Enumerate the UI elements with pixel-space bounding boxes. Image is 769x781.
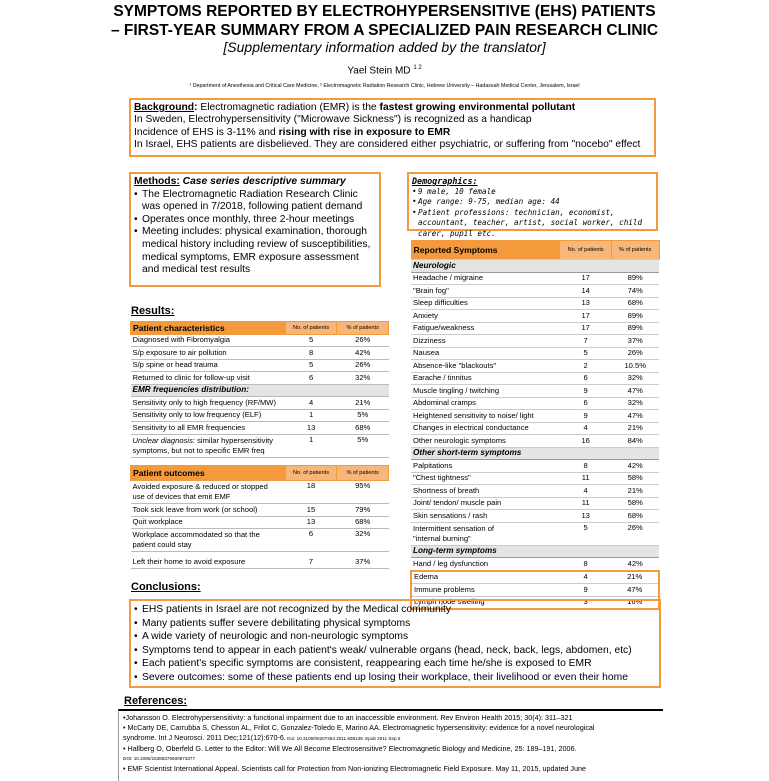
table-row — [411, 372, 659, 385]
section-row — [131, 384, 389, 397]
background-line-2: In Sweden, Electrohypersensitivity ("Microwave Sickness") is recognized as a handicap — [134, 114, 532, 126]
table-row — [131, 504, 389, 517]
row-percent: 26% — [337, 334, 389, 347]
title-line-1: SYMPTOMS REPORTED BY ELECTROHYPERSENSITIVE (EHS) PATIENTS — [113, 3, 656, 20]
row-count: 6 — [560, 397, 612, 410]
row-count: 9 — [560, 385, 612, 398]
section-label: Neurologic — [411, 260, 659, 273]
row-label-line-1: Workplace accommodated so that the — [132, 530, 260, 539]
row-count: 6 — [285, 372, 337, 385]
table-row — [411, 485, 659, 498]
row-percent: 10.5% — [611, 360, 659, 373]
reference-item: •Johansson O. Electrohypersensitivity: a functional impairment due to an inaccessible environment. Rev Environ Health 2015; 30(4): 311–321 — [123, 713, 573, 722]
row-label: Immune problems — [411, 584, 560, 597]
demographics-item: • Age range: 9-75, median age: 44 — [412, 197, 653, 208]
table-row — [411, 322, 659, 335]
table-row — [411, 571, 659, 584]
row-count: 13 — [285, 422, 337, 435]
row-label-line-2: "internal burning" — [413, 533, 471, 543]
row-label: Left their home to avoid exposure — [131, 556, 286, 568]
demographics-label: Demographics: — [412, 176, 478, 186]
row-label: Quit workplace — [131, 516, 286, 529]
author-name: Yael Stein MD — [347, 65, 411, 77]
row-count: 17 — [560, 310, 612, 323]
results-label: Results: — [131, 305, 175, 317]
title-line-2: – FIRST-YEAR SUMMARY FROM A SPECIALIZED PAIN RESEARCH CLINIC — [110, 22, 659, 39]
row-count: 1 — [285, 409, 337, 422]
methods-item: • Meeting includes: physical examination, thorough medical history including review of susceptibilities, medical symptoms, EMR exposure assessment and medical test results — [134, 226, 376, 276]
conclusions-box — [129, 599, 661, 688]
table-row — [411, 435, 659, 448]
methods-box — [129, 172, 381, 287]
row-label-line-2: patient could stay — [132, 540, 192, 549]
table-row — [131, 409, 389, 422]
row-percent: 89% — [611, 272, 659, 285]
conclusion-item: • A wide variety of neurologic and non-neurologic symptoms — [134, 630, 656, 644]
row-percent: 21% — [337, 397, 389, 410]
row-count: 1 — [285, 434, 337, 457]
conclusions-list — [134, 603, 656, 684]
row-label: Shortness of breath — [411, 485, 560, 498]
methods-sublabel: Case series descriptive summary — [182, 176, 346, 187]
row-label: Headache / migraine — [411, 272, 560, 285]
row-percent: 26% — [337, 359, 389, 372]
row-label: Lymph node swelling — [411, 596, 560, 609]
section-row — [411, 447, 659, 460]
reported-symptoms-table — [410, 240, 660, 610]
column-header-count: No. of patients — [285, 466, 337, 481]
row-label: Sensitivity only to high frequency (RF/MW) — [131, 397, 286, 410]
table-row — [131, 434, 389, 457]
row-percent: 26% — [611, 347, 659, 360]
column-header-percent: % of patients — [337, 322, 389, 335]
row-label-line-1: Avoided exposure & reduced or stopped — [132, 482, 268, 491]
table-row — [131, 359, 389, 372]
table-row — [411, 297, 659, 310]
row-count: 5 — [285, 334, 337, 347]
row-count: 17 — [560, 322, 612, 335]
table-header — [131, 322, 389, 335]
row-label — [411, 522, 560, 545]
conclusion-item: • Many patients suffer severe debilitating physical symptoms — [134, 617, 656, 631]
row-count: 14 — [560, 285, 612, 298]
row-percent: 32% — [611, 372, 659, 385]
table-row — [411, 272, 659, 285]
row-count: 7 — [285, 556, 337, 568]
row-label: Sleep difficulties — [411, 297, 560, 310]
unclear-label: Unclear diagnosis: — [132, 435, 195, 445]
background-text-1b: fastest growing environmental pollutant — [379, 102, 576, 113]
table-row — [131, 516, 389, 529]
row-percent: 68% — [337, 422, 389, 435]
section-row — [411, 260, 659, 273]
row-label: Joint/ tendon/ muscle pain — [411, 497, 560, 510]
table-header-title: Patient characteristics — [131, 322, 286, 335]
row-label: Diagnosed with Fibromyalgia — [131, 334, 286, 347]
column-header-count: No. of patients — [285, 322, 337, 335]
conclusion-item: • Severe outcomes: some of these patients end up losing their workplace, their livelihood or even their home — [134, 671, 656, 685]
table-header — [131, 466, 389, 481]
conclusion-item: • Each patient's specific symptoms are consistent, reappearing each time he/she is exposed to EMR — [134, 657, 656, 671]
row-count: 2 — [560, 360, 612, 373]
row-percent: 68% — [611, 297, 659, 310]
table-row — [411, 360, 659, 373]
background-line-4: In Israel, EHS patients are disbelieved. They are considered either psychiatric, or suffering from "nocebo" effect — [134, 138, 641, 150]
row-count: 6 — [285, 529, 337, 552]
row-percent: 89% — [611, 322, 659, 335]
table-row — [131, 347, 389, 360]
row-label: Abdominal cramps — [411, 397, 560, 410]
table-row — [411, 497, 659, 510]
unclear-text: similar hypersensitivity — [194, 435, 274, 445]
reference-doi: Doi: 10.3109/00207454.2011.608139. Epub 2011 Sep 5 — [285, 736, 401, 741]
row-label: Took sick leave from work (or school) — [131, 504, 286, 517]
row-label: Changes in electrical conductance — [411, 422, 560, 435]
row-label: Heightened sensitivity to noise/ light — [411, 410, 560, 423]
reference-item — [123, 733, 659, 744]
reference-doi: DOI: 10.1080/15368370600873377 — [123, 756, 196, 761]
table-row — [131, 529, 389, 552]
row-percent: 5% — [337, 409, 389, 422]
short-term-rows — [411, 460, 659, 523]
poster-subtitle: [Supplementary information added by the translator] — [223, 39, 546, 55]
row-count: 4 — [560, 485, 612, 498]
patient-characteristics-table — [130, 321, 389, 458]
row-count: 6 — [560, 372, 612, 385]
row-count: 4 — [560, 571, 612, 584]
row-count: 15 — [285, 504, 337, 517]
section-label: Long-term symptoms — [411, 545, 659, 558]
row-percent: 21% — [611, 422, 659, 435]
poster-title — [0, 2, 769, 40]
row-label: Absence-like "blackouts" — [411, 360, 560, 373]
demographics-item: • 9 male, 10 female — [412, 187, 653, 198]
table-row — [411, 397, 659, 410]
row-label: S/p spine or head trauma — [131, 359, 286, 372]
row-label: Other neurologic symptoms — [411, 435, 560, 448]
row-count: 3 — [560, 596, 612, 609]
row-label: "Brain fog" — [411, 285, 560, 298]
row-label: Nausea — [411, 347, 560, 360]
table-row — [411, 522, 659, 545]
row-percent: 58% — [611, 497, 659, 510]
row-percent: 42% — [337, 347, 389, 360]
background-text-3b: rising with rise in exposure to EMR — [278, 126, 451, 138]
row-label: Edema — [411, 571, 560, 584]
row-label: Returned to clinic for follow-up visit — [131, 372, 286, 385]
row-percent: 37% — [611, 335, 659, 348]
neurologic-rows — [411, 272, 659, 447]
table-row — [411, 335, 659, 348]
row-percent: 68% — [337, 516, 389, 529]
row-count: 4 — [560, 422, 612, 435]
row-count: 13 — [560, 297, 612, 310]
row-count: 8 — [560, 460, 612, 473]
row-label — [131, 529, 286, 552]
row-count: 5 — [560, 347, 612, 360]
column-header-percent: % of patients — [337, 466, 389, 481]
methods-list — [134, 189, 376, 277]
row-percent: 26% — [611, 522, 659, 545]
demographics-item: • Patient professions: technician, economist, accountant, teacher, artist, social worker, child carer, pupil etc. — [412, 208, 653, 240]
row-count: 5 — [285, 359, 337, 372]
background-text-3a: Incidence of EHS is 3-11% and — [134, 126, 279, 138]
background-label: Background — [134, 102, 195, 113]
unclear-text-2: symptoms, but not to specific EMR freq — [132, 445, 265, 455]
section-row — [411, 545, 659, 558]
row-percent: 32% — [337, 372, 389, 385]
row-label — [131, 481, 286, 504]
row-label: Fatigue/weakness — [411, 322, 560, 335]
row-percent: 16% — [611, 596, 659, 609]
row-percent: 74% — [611, 285, 659, 298]
row-percent: 68% — [611, 510, 659, 523]
row-label: Muscle tingling / twitching — [411, 385, 560, 398]
row-count: 9 — [560, 584, 612, 597]
reference-item: • Hallberg O, Oberfeld G. Letter to the Editor: Will We All Become Electrosensitive? Electromagnetic Biology and Medicine, 25: 189–191, 2006. — [123, 744, 577, 753]
row-percent: 79% — [337, 504, 389, 517]
row-count: 16 — [560, 435, 612, 448]
references-list — [123, 713, 659, 774]
row-label: Hand / leg dysfunction — [411, 558, 560, 571]
author-superscript: 1 2 — [413, 65, 422, 71]
table-header — [411, 241, 659, 260]
table-row — [411, 347, 659, 360]
table-row — [411, 285, 659, 298]
references-label: References: — [124, 695, 187, 707]
row-percent: 42% — [611, 558, 659, 571]
row-percent: 47% — [611, 584, 659, 597]
background-text-1a: Electromagnetic radiation (EMR) is the — [200, 102, 380, 113]
row-percent: 21% — [611, 485, 659, 498]
row-percent: 47% — [611, 385, 659, 398]
row-count: 13 — [560, 510, 612, 523]
row-count: 18 — [285, 481, 337, 504]
row-percent: 89% — [611, 310, 659, 323]
affiliations: ¹ Department of Anesthesia and Critical Care Medicine, ² Electromagnetic Radiation Research Clinic, Hebrew University – Hadassah Medical Center, Jerusalem, Israel — [189, 83, 580, 89]
conclusions-label: Conclusions: — [131, 581, 201, 593]
row-percent: 37% — [337, 556, 389, 568]
reference-item: • EMF Scientist International Appeal. Scientists call for Protection from Non-ionizing Electromagnetic Field Exposure. May 11, 2015, updated June — [123, 764, 587, 773]
table-row — [411, 410, 659, 423]
row-label: Palpitations — [411, 460, 560, 473]
row-percent: 58% — [611, 472, 659, 485]
row-label: S/p exposure to air pollution — [131, 347, 286, 360]
background-box — [129, 98, 656, 157]
table-row — [131, 556, 389, 568]
conclusion-item: • EHS patients in Israel are not recognized by the Medical community — [134, 603, 656, 617]
table-row — [411, 584, 659, 597]
row-label-line-1: Intermittent sensation of — [413, 523, 495, 533]
row-count: 11 — [560, 472, 612, 485]
section-label: EMR frequencies distribution: — [131, 384, 389, 397]
row-percent: 84% — [611, 435, 659, 448]
row-count: 17 — [560, 272, 612, 285]
row-percent: 32% — [337, 529, 389, 552]
row-percent: 21% — [611, 571, 659, 584]
references-box — [118, 709, 663, 781]
column-header-percent: % of patients — [611, 241, 659, 260]
methods-item: • The Electromagnetic Radiation Research Clinic was opened in 7/2018, following patient demand — [134, 189, 376, 214]
row-count: 4 — [285, 397, 337, 410]
row-label: Anxiety — [411, 310, 560, 323]
table-row — [131, 481, 389, 504]
row-label: Dizziness — [411, 335, 560, 348]
row-count: 8 — [285, 347, 337, 360]
row-label: Earache / tinnitus — [411, 372, 560, 385]
table-row — [131, 422, 389, 435]
background-line-1: Background: Electromagnetic radiation (EMR) is the fastest growing environmental pollutant — [134, 102, 576, 113]
row-count: 9 — [560, 410, 612, 423]
table-header-title: Reported Symptoms — [411, 241, 560, 260]
row-count: 11 — [560, 497, 612, 510]
table-row — [411, 510, 659, 523]
table-row — [411, 385, 659, 398]
row-count: 5 — [560, 522, 612, 545]
table-row — [411, 558, 659, 571]
table-row — [131, 372, 389, 385]
reference-text: syndrome. Int J Neurosci. 2011 Dec;121(12):670-6. — [123, 733, 286, 742]
table-row — [411, 422, 659, 435]
methods-item: • Operates once monthly, three 2-hour meetings — [134, 214, 376, 227]
patient-outcomes-table — [130, 465, 389, 569]
methods-label: Methods: — [134, 176, 180, 187]
row-label — [131, 434, 286, 457]
row-label: Skin sensations / rash — [411, 510, 560, 523]
row-percent: 5% — [337, 434, 389, 457]
row-count: 7 — [560, 335, 612, 348]
column-header-count: No. of patients — [560, 241, 612, 260]
reference-item: • McCarty DE, Carrubba S, Chesson AL, Frilot C, Gonzalez-Toledo E, Marino AA. Electromagnetic hypersensitivity: evidence for a novel neurological — [123, 723, 595, 732]
conclusion-item: • Symptoms tend to appear in each patient's weak/ vulnerable organs (head, neck, back, legs, abdomen, etc) — [134, 644, 656, 658]
methods-heading — [134, 176, 376, 189]
section-label: Other short-term symptoms — [411, 447, 659, 460]
table-row — [411, 460, 659, 473]
author — [0, 65, 769, 76]
row-label: Sensitivity to all EMR frequencies — [131, 422, 286, 435]
row-percent: 95% — [337, 481, 389, 504]
table-row — [131, 334, 389, 347]
table-header-title: Patient outcomes — [131, 466, 286, 481]
table-row — [411, 310, 659, 323]
background-line-3 — [134, 127, 651, 139]
row-percent: 42% — [611, 460, 659, 473]
row-count: 13 — [285, 516, 337, 529]
table-row — [131, 397, 389, 410]
row-percent: 47% — [611, 410, 659, 423]
demographics-list — [412, 187, 653, 240]
table-row — [411, 472, 659, 485]
row-label: Sensitivity only to low frequency (ELF) — [131, 409, 286, 422]
row-label-line-2: use of devices that emit EMF — [132, 492, 231, 501]
row-count: 8 — [560, 558, 612, 571]
demographics-box — [407, 172, 658, 238]
row-label: "Chest tightness" — [411, 472, 560, 485]
row-percent: 32% — [611, 397, 659, 410]
